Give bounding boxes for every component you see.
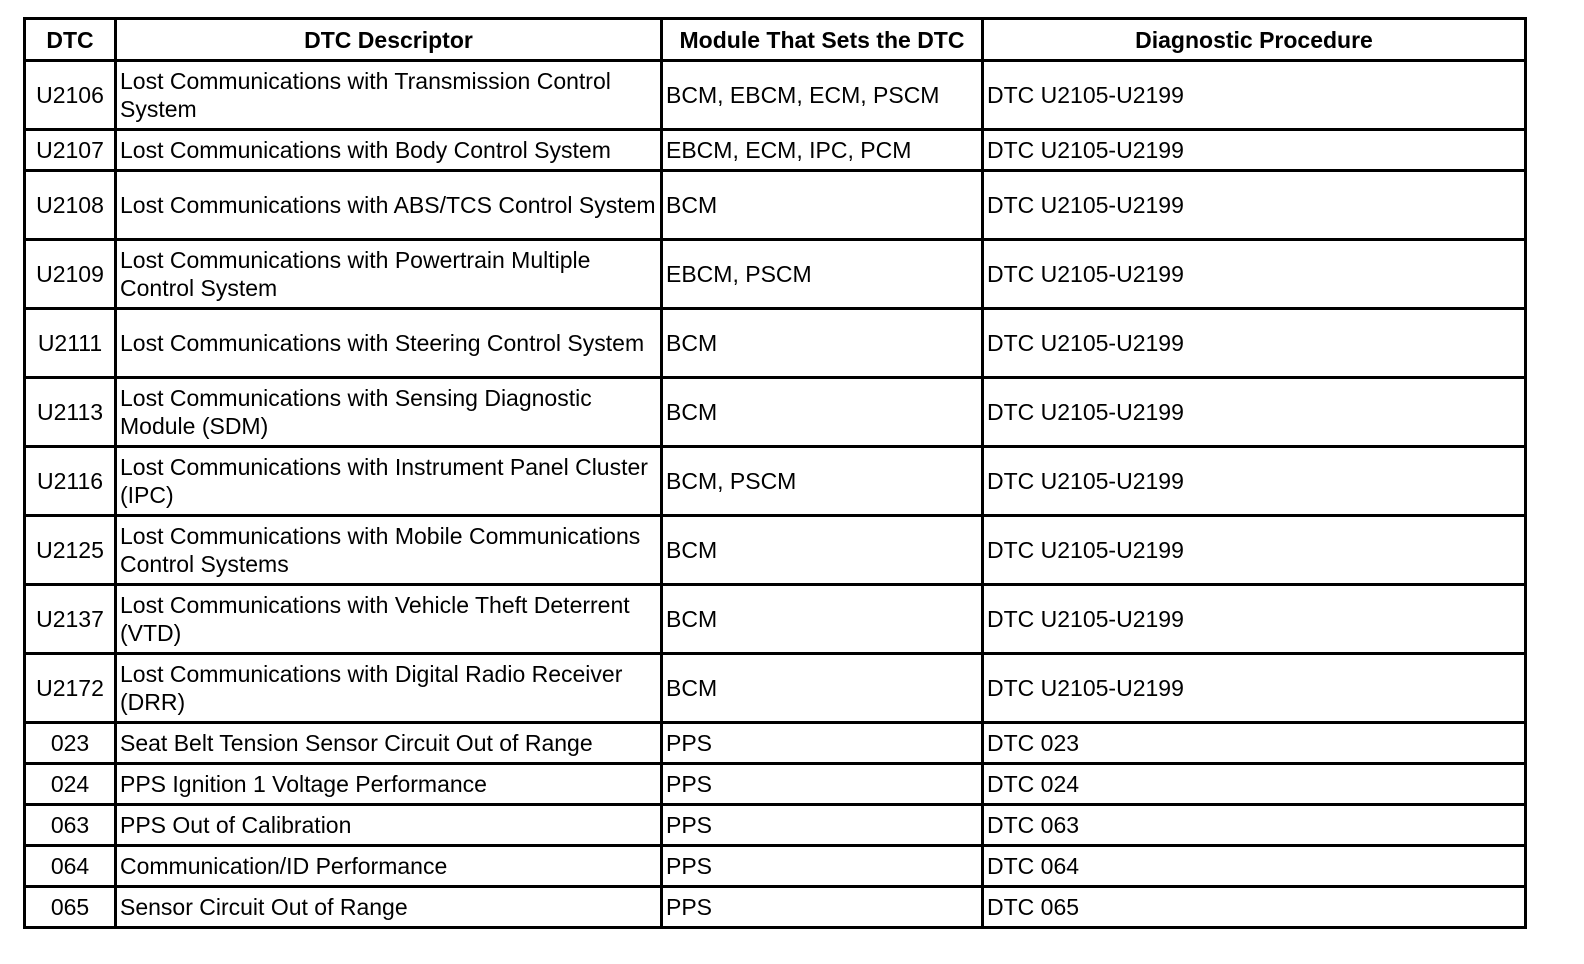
dtc-procedure: DTC U2105-U2199 — [984, 241, 1527, 310]
table-row — [26, 724, 1527, 765]
dtc-descriptor: Lost Communications with Instrument Panel Cluster (IPC) — [117, 448, 663, 517]
dtc-descriptor: Lost Communications with Steering Control System — [117, 310, 663, 379]
dtc-descriptor: PPS Out of Calibration — [117, 806, 663, 847]
dtc-code: 064 — [26, 847, 117, 888]
dtc-module: PPS — [663, 847, 984, 888]
dtc-code: 065 — [26, 888, 117, 929]
dtc-code: U2125 — [26, 517, 117, 586]
dtc-descriptor: Lost Communications with Digital Radio Receiver (DRR) — [117, 655, 663, 724]
dtc-table — [23, 17, 1527, 929]
dtc-code: U2107 — [26, 131, 117, 172]
dtc-code: U2109 — [26, 241, 117, 310]
header-descriptor: DTC Descriptor — [117, 20, 663, 62]
table-row — [26, 586, 1527, 655]
dtc-module: BCM — [663, 517, 984, 586]
dtc-code: U2106 — [26, 62, 117, 131]
table-row — [26, 379, 1527, 448]
dtc-procedure: DTC U2105-U2199 — [984, 310, 1527, 379]
dtc-module: BCM — [663, 172, 984, 241]
table-row — [26, 655, 1527, 724]
dtc-code: U2172 — [26, 655, 117, 724]
table-row — [26, 888, 1527, 929]
dtc-procedure: DTC U2105-U2199 — [984, 586, 1527, 655]
header-module: Module That Sets the DTC — [663, 20, 984, 62]
dtc-code: U2137 — [26, 586, 117, 655]
dtc-procedure: DTC 023 — [984, 724, 1527, 765]
dtc-procedure: DTC U2105-U2199 — [984, 448, 1527, 517]
dtc-descriptor: Lost Communications with Transmission Control System — [117, 62, 663, 131]
table-row — [26, 806, 1527, 847]
dtc-procedure: DTC U2105-U2199 — [984, 379, 1527, 448]
dtc-descriptor: Lost Communications with ABS/TCS Control System — [117, 172, 663, 241]
dtc-descriptor: PPS Ignition 1 Voltage Performance — [117, 765, 663, 806]
table-row — [26, 847, 1527, 888]
dtc-code: U2108 — [26, 172, 117, 241]
dtc-procedure: DTC 065 — [984, 888, 1527, 929]
dtc-module: PPS — [663, 806, 984, 847]
dtc-descriptor: Lost Communications with Powertrain Multiple Control System — [117, 241, 663, 310]
table-row — [26, 62, 1527, 131]
dtc-module: PPS — [663, 888, 984, 929]
dtc-module: PPS — [663, 724, 984, 765]
dtc-descriptor: Lost Communications with Vehicle Theft Deterrent (VTD) — [117, 586, 663, 655]
dtc-procedure: DTC U2105-U2199 — [984, 131, 1527, 172]
dtc-module: EBCM, PSCM — [663, 241, 984, 310]
dtc-module: BCM — [663, 586, 984, 655]
dtc-descriptor: Lost Communications with Sensing Diagnostic Module (SDM) — [117, 379, 663, 448]
dtc-descriptor: Sensor Circuit Out of Range — [117, 888, 663, 929]
dtc-procedure: DTC U2105-U2199 — [984, 172, 1527, 241]
dtc-procedure: DTC 024 — [984, 765, 1527, 806]
header-row — [26, 20, 1527, 62]
table-row — [26, 131, 1527, 172]
dtc-module: BCM — [663, 310, 984, 379]
dtc-table-container — [23, 17, 1527, 929]
dtc-module: EBCM, ECM, IPC, PCM — [663, 131, 984, 172]
dtc-procedure: DTC U2105-U2199 — [984, 62, 1527, 131]
dtc-code: U2111 — [26, 310, 117, 379]
dtc-module: BCM — [663, 655, 984, 724]
dtc-descriptor: Seat Belt Tension Sensor Circuit Out of Range — [117, 724, 663, 765]
header-dtc: DTC — [26, 20, 117, 62]
dtc-module: PPS — [663, 765, 984, 806]
table-row — [26, 172, 1527, 241]
dtc-descriptor: Lost Communications with Mobile Communications Control Systems — [117, 517, 663, 586]
dtc-module: BCM, PSCM — [663, 448, 984, 517]
table-row — [26, 517, 1527, 586]
header-procedure: Diagnostic Procedure — [984, 20, 1527, 62]
dtc-procedure: DTC 064 — [984, 847, 1527, 888]
dtc-descriptor: Lost Communications with Body Control System — [117, 131, 663, 172]
dtc-descriptor: Communication/ID Performance — [117, 847, 663, 888]
table-row — [26, 310, 1527, 379]
dtc-code: 063 — [26, 806, 117, 847]
dtc-module: BCM — [663, 379, 984, 448]
table-row — [26, 765, 1527, 806]
dtc-code: U2113 — [26, 379, 117, 448]
dtc-code: U2116 — [26, 448, 117, 517]
dtc-procedure: DTC U2105-U2199 — [984, 655, 1527, 724]
table-row — [26, 448, 1527, 517]
dtc-code: 024 — [26, 765, 117, 806]
dtc-code: 023 — [26, 724, 117, 765]
dtc-procedure: DTC U2105-U2199 — [984, 517, 1527, 586]
dtc-procedure: DTC 063 — [984, 806, 1527, 847]
dtc-module: BCM, EBCM, ECM, PSCM — [663, 62, 984, 131]
table-row — [26, 241, 1527, 310]
